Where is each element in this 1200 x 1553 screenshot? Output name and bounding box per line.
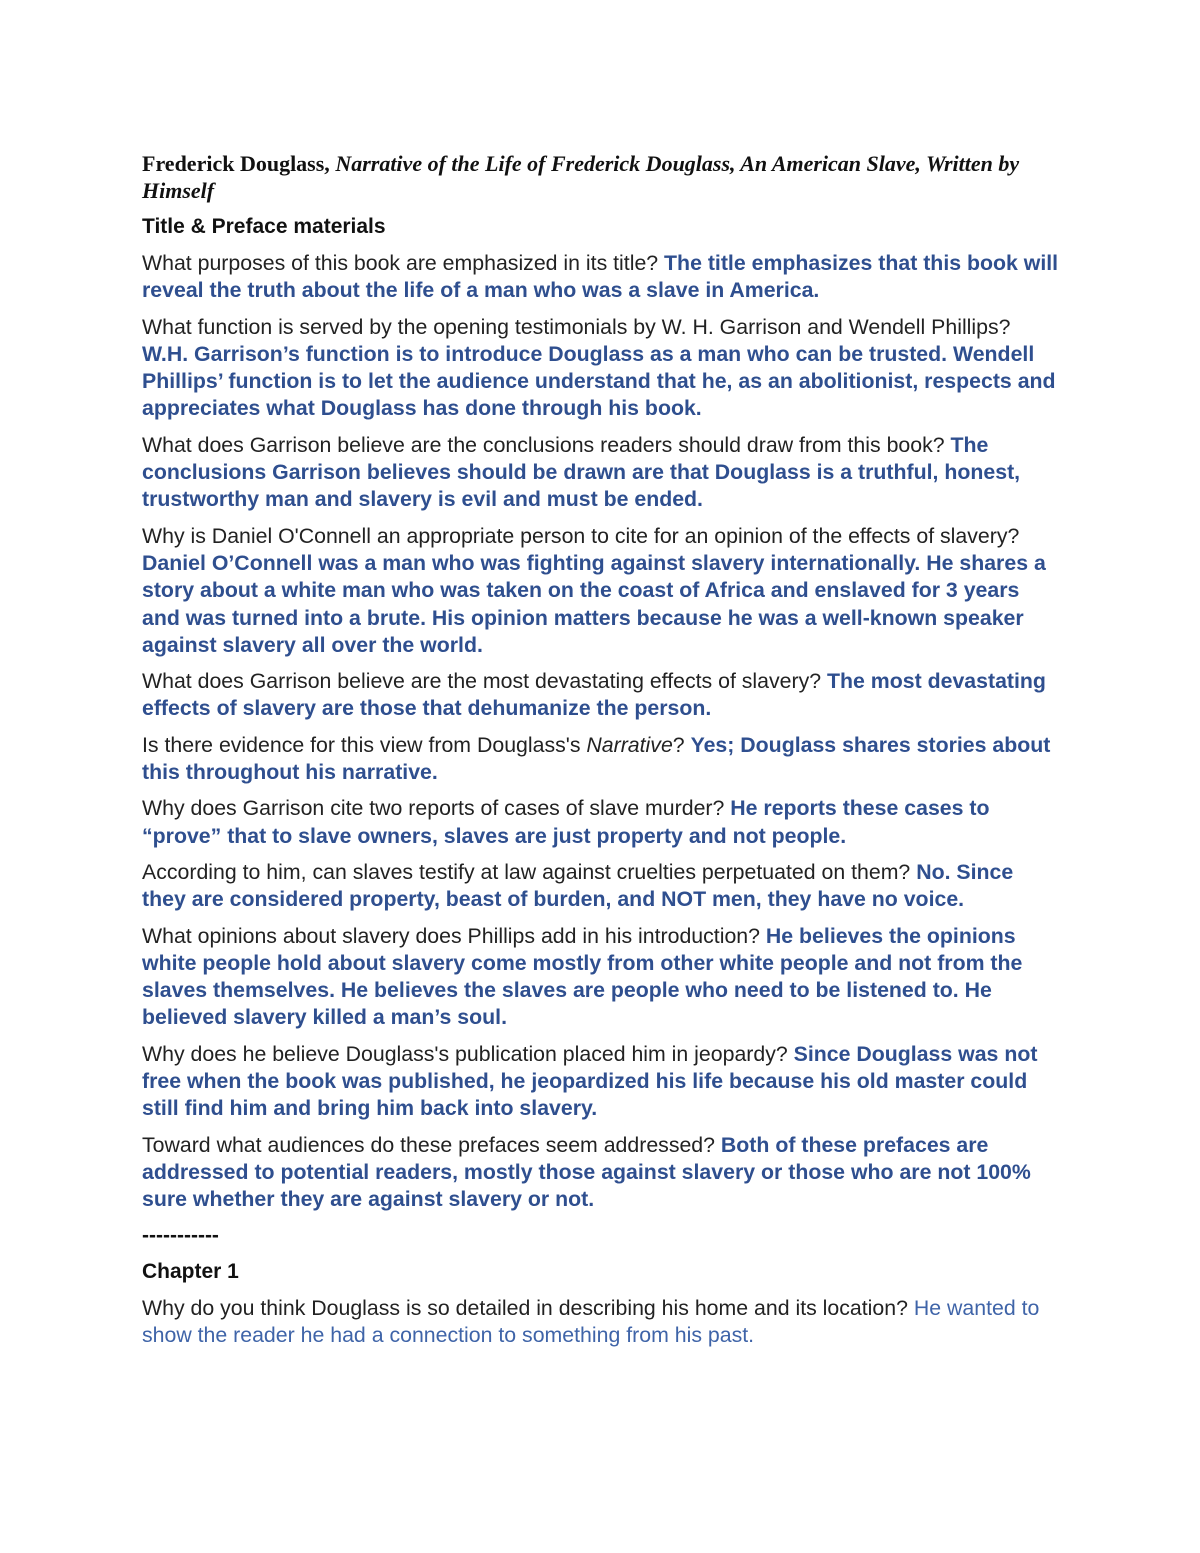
answer: The conclusions Garrison believes should be drawn are that Douglass is a truthful, honest, trustworthy man and slavery is evil and must be ended. xyxy=(142,432,1021,512)
section-separator: ----------- xyxy=(142,1223,219,1247)
answer: The title emphasizes that this book will reveal the truth about the life of a man who was a slave in America. xyxy=(142,251,1059,303)
answer: The most devastating effects of slavery are those that dehumanize the person. xyxy=(142,669,1046,721)
answer: Both of these prefaces are addressed to potential readers, mostly those against slavery or those who are not 100% sure whether they are against slavery or not. xyxy=(142,1132,1031,1212)
question: What function is served by the opening testimonials by W. H. Garrison and Wendell Phillips? xyxy=(142,314,1011,339)
answer: Daniel O’Connell was a man who was fighting against slavery internationally. He shares a story about a white man who was taken on the coast of Africa and enslaved for 3 years and was turned into a brute. His opinion matters because he was a well-known speaker against slavery all over the world. xyxy=(142,550,1046,657)
qa-item-9 xyxy=(142,923,1062,1032)
qa-item-2 xyxy=(142,314,1062,423)
question: What opinions about slavery does Phillips add in his introduction? xyxy=(142,923,766,948)
qa-item-5 xyxy=(142,668,1062,723)
document-page xyxy=(142,150,1062,1358)
question: Toward what audiences do these prefaces seem addressed? xyxy=(142,1132,721,1157)
answer: He believes the opinions white people hold about slavery come mostly from other white people and not from the slaves themselves. He believes the slaves are people who need to be listened to. He believed slavery killed a man’s soul. xyxy=(142,923,1023,1030)
qa-item-7 xyxy=(142,795,1062,850)
question: Why does Garrison cite two reports of cases of slave murder? xyxy=(142,796,731,821)
question: According to him, can slaves testify at law against cruelties perpetuated on them? xyxy=(142,859,917,884)
qa-item-6 xyxy=(142,732,1062,787)
answer: W.H. Garrison’s function is to introduce Douglass as a man who can be trusted. Wendell Phillips’ function is to let the audience understand that he, as an abolitionist, respects and appreciates what Douglass has done through his book. xyxy=(142,341,1056,421)
question: What does Garrison believe are the most devastating effects of slavery? xyxy=(142,669,828,694)
question: What does Garrison believe are the conclusions readers should draw from this book? xyxy=(142,432,951,457)
qa-item-11 xyxy=(142,1132,1062,1214)
question-italic-title: Narrative xyxy=(586,732,673,757)
question-end: ? xyxy=(672,732,691,757)
question: Why does he believe Douglass's publication placed him in jeopardy? xyxy=(142,1041,794,1066)
section-heading-preface: Title & Preface materials xyxy=(142,215,386,238)
title-work: Narrative of the Life of Frederick Douglass, An American Slave, Written by Himself xyxy=(142,151,1020,203)
question: Why do you think Douglass is so detailed in describing his home and its location? xyxy=(142,1295,914,1320)
qa-item-3 xyxy=(142,432,1062,514)
document-title xyxy=(142,150,1062,204)
answer: He reports these cases to “prove” that to slave owners, slaves are just property and not people. xyxy=(142,796,990,848)
qa-item-chapter-1 xyxy=(142,1295,1062,1350)
question: Is there evidence for this view from Douglass's xyxy=(142,732,587,757)
section-heading-chapter-1: Chapter 1 xyxy=(142,1259,239,1283)
answer: Since Douglass was not free when the book was published, he jeopardized his life because his old master could still find him and bring him back into slavery. xyxy=(142,1041,1038,1121)
question: Why is Daniel O'Connell an appropriate person to cite for an opinion of the effects of slavery? xyxy=(142,523,1020,548)
question: What purposes of this book are emphasized in its title? xyxy=(142,251,665,275)
answer: No. Since they are considered property, beast of burden, and NOT men, they have no voice. xyxy=(142,859,1014,912)
answer: Yes; Douglass shares stories about this throughout his narrative. xyxy=(142,732,1051,785)
qa-item-4 xyxy=(142,523,1062,659)
qa-item-10 xyxy=(142,1041,1062,1123)
qa-item-1 xyxy=(142,250,1062,305)
qa-item-8 xyxy=(142,859,1062,914)
title-author: Frederick Douglass, xyxy=(142,151,336,176)
answer: He wanted to show the reader he had a connection to something from his past. xyxy=(142,1295,1040,1347)
